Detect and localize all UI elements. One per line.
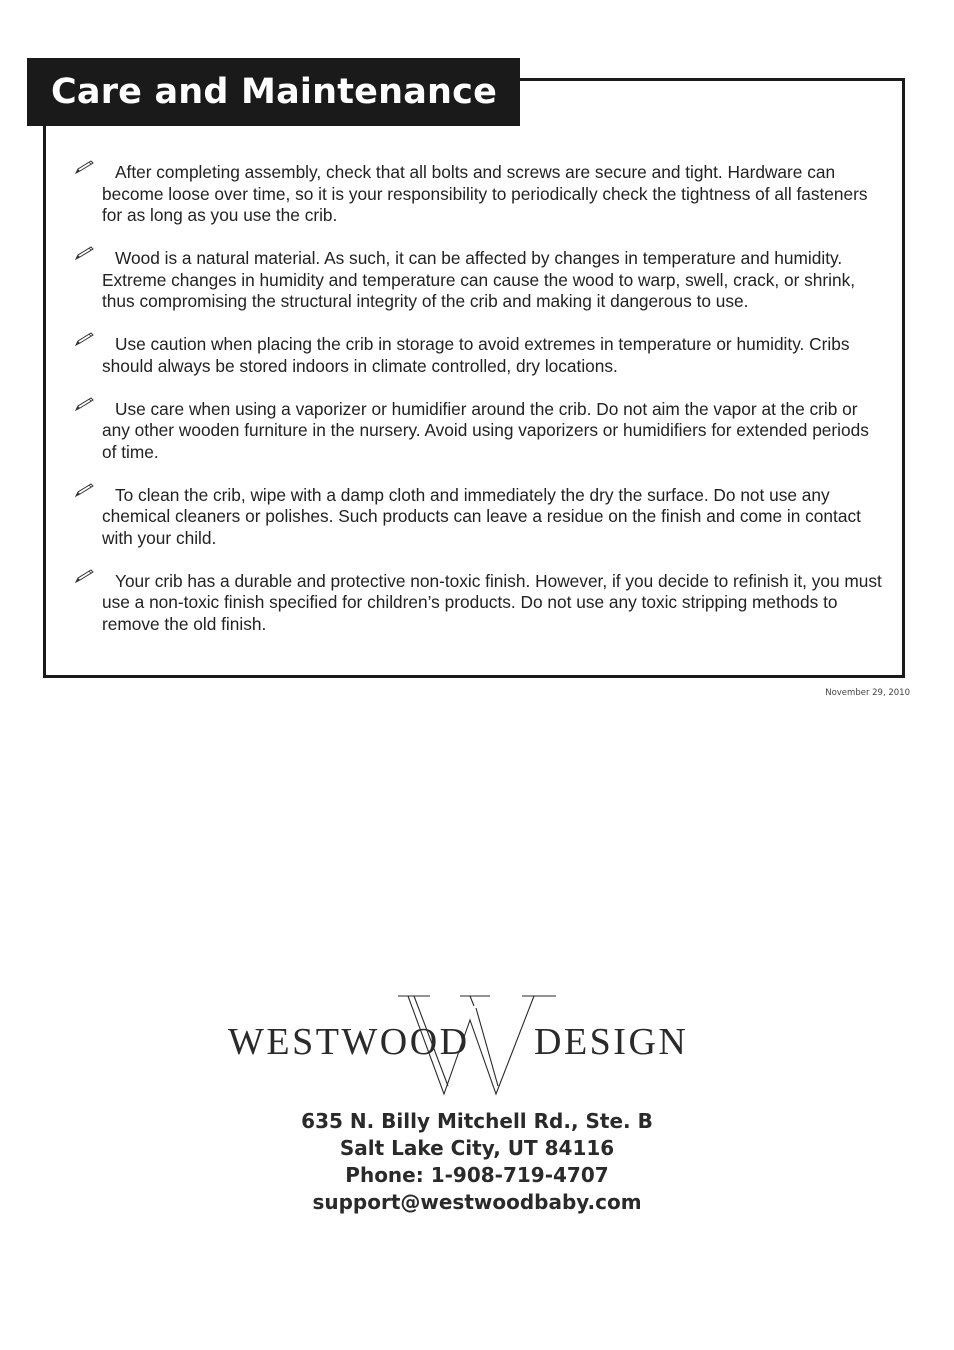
pencil-icon [74,482,96,498]
brand-logo [226,990,730,1100]
address-line-1: 635 N. Billy Mitchell Rd., Ste. B [301,1109,653,1133]
pencil-icon [74,245,96,261]
document-date: November 29, 2010 [825,688,910,698]
care-item [74,248,884,313]
brand-name-right: DESIGN [534,1021,689,1063]
pencil-icon [74,331,96,347]
section-title: Care and Maintenance [51,72,498,112]
care-item-text: After completing assembly, check that all bolts and screws are secure and tight. Hardware can become loose over time, so it is your responsibility to periodically check the tightness of all fasteners for as long as you use the crib. [102,162,868,226]
care-item [74,162,884,227]
brand-name-left: WESTWOOD [228,1021,470,1063]
care-item-text: To clean the crib, wipe with a damp cloth and immediately the dry the surface. Do not use any chemical cleaners or polishes. Such products can leave a residue on the finish and come in contact with your child. [102,484,861,548]
care-item-text: Your crib has a durable and protective non-toxic finish. However, if you decide to refinish it, you must use a non-toxic finish specified for children’s products. Do not use any toxic stripping methods to remove the old finish. [102,570,882,634]
pencil-icon [74,568,96,584]
section-title-tab [27,58,520,126]
care-list [74,162,884,657]
support-email: support@westwoodbaby.com [312,1190,642,1214]
contact-block [0,1108,954,1216]
address-line-2: Salt Lake City, UT 84116 [339,1136,615,1160]
care-item-text: Use care when using a vaporizer or humidifier around the crib. Do not aim the vapor at the crib or any other wooden furniture in the nursery. Avoid using vaporizers or humidifiers for extended periods of time. [102,398,869,462]
care-item-text: Wood is a natural material. As such, it can be affected by changes in temperature and humidity. Extreme changes in humidity and temperature can cause the wood to warp, swell, crack, or shrink, thus compromising the structural integrity of the crib and making it dangerous to use. [102,248,856,312]
care-item [74,571,884,636]
care-item [74,334,884,377]
care-item [74,485,884,550]
phone-number: Phone: 1-908-719-4707 [345,1163,609,1187]
care-item [74,399,884,464]
pencil-icon [74,159,96,175]
care-item-text: Use caution when placing the crib in storage to avoid extremes in temperature or humidity. Cribs should always be stored indoors in climate controlled, dry locations. [102,334,850,376]
pencil-icon [74,396,96,412]
